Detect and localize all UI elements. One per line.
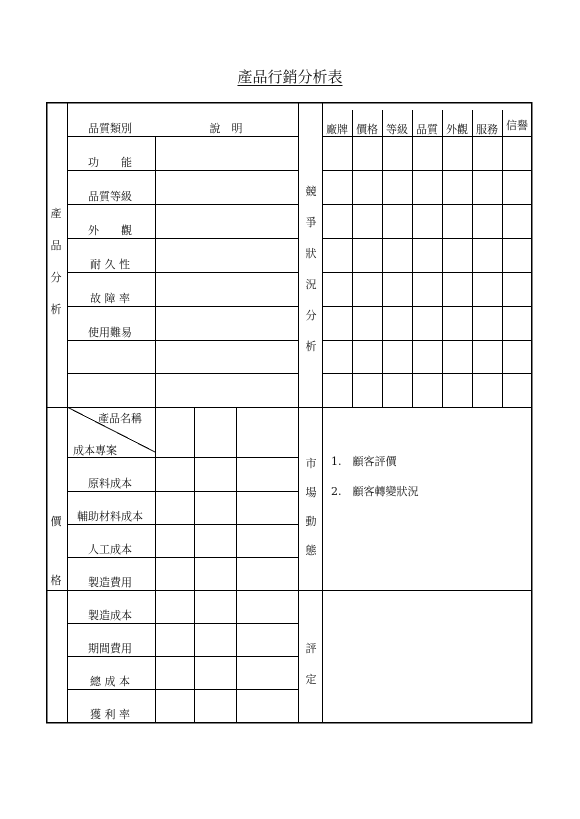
header-quality-category: 品質類別 [88,122,132,135]
col-header-quality: 品質 [416,123,438,136]
col-header-price: 價格 [356,123,378,136]
row-label-failure-rate: 故 障 率 [90,292,130,305]
corner-product-name: 產品名稱 [98,412,142,425]
row-label-function: 功 能 [88,156,132,169]
row-label-auxiliary-material-cost: 輔助材料成本 [77,510,143,523]
row-label-manufacturing-cost: 製造成本 [88,609,132,622]
page-title: 產品行銷分析表 [237,68,343,86]
corner-cost-item: 成本專案 [73,444,117,457]
header-description: 說 明 [209,122,243,135]
col-header-service: 服務 [476,123,498,136]
row-label-durability: 耐 久 性 [90,258,130,271]
market-item-customer-evaluation: 1. 顧客評價 [331,455,397,468]
col-header-grade: 等級 [386,123,408,136]
col-header-reputation: 信譽 [506,119,528,132]
market-item-customer-change: 2. 顧客轉變狀況 [331,485,419,498]
col-header-appearance: 外觀 [446,123,468,136]
row-label-labor-cost: 人工成本 [88,543,132,556]
row-label-period-expense: 期間費用 [88,642,132,655]
row-label-raw-material-cost: 原料成本 [88,477,132,490]
row-label-manufacturing-expense: 製造費用 [88,576,132,589]
row-label-total-cost: 總 成 本 [90,675,130,688]
row-label-quality-grade: 品質等級 [88,190,132,203]
row-label-appearance: 外 觀 [88,224,132,237]
col-header-brand: 廠牌 [326,123,348,136]
row-label-ease-of-use: 使用難易 [88,326,132,339]
row-label-profit-rate: 獲 利 率 [90,708,130,721]
